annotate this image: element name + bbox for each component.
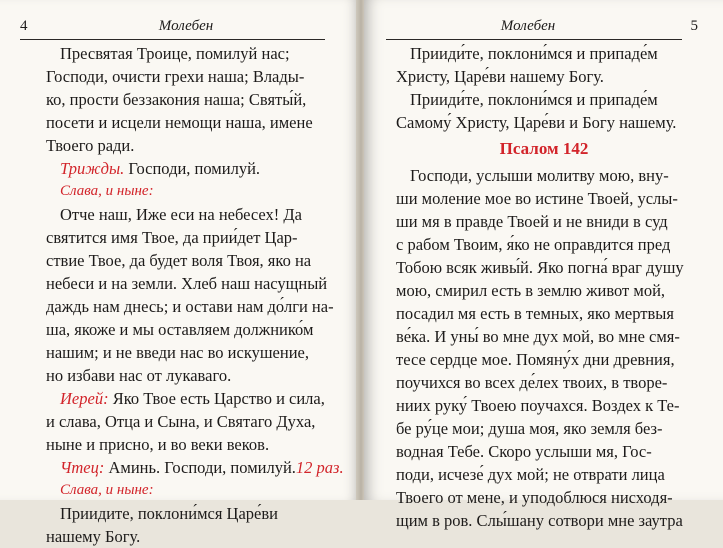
line-text: ши моление мое во истине Твоей, услы- xyxy=(396,189,678,208)
line-text: Господи, помилуй. xyxy=(128,159,261,178)
header-rule xyxy=(20,39,325,40)
text-line xyxy=(46,180,336,203)
line-text: и слава, Отца и Сына, и Святаго Духа, xyxy=(46,412,316,431)
text-line xyxy=(396,486,692,509)
left-page xyxy=(0,0,358,546)
line-text: ко, прости беззакония наша; Святы́й, xyxy=(46,90,307,109)
rubric-label: Чтец: xyxy=(60,458,105,477)
text-line xyxy=(396,187,692,210)
text-line xyxy=(46,410,336,433)
text-line xyxy=(396,325,692,348)
line-text: поучихся во всех де́лех твоих, в творе- xyxy=(396,373,668,392)
rubric-label: Слава, и ныне: xyxy=(60,482,154,498)
text-line xyxy=(46,157,336,180)
text-line xyxy=(396,88,692,111)
text-line xyxy=(46,88,336,111)
line-text: Тобою всяк живы́й. Яко погна́ враг душу xyxy=(396,258,684,277)
text-line xyxy=(46,387,336,410)
rubric-label: Слава, и ныне: xyxy=(60,183,154,199)
text-line xyxy=(46,42,336,65)
line-text: Яко Твое есть Царство и сила, xyxy=(112,389,325,408)
text-line xyxy=(396,417,692,440)
text-line xyxy=(396,210,692,233)
line-text: ве́ка. И уны́ во мне дух мой, во мне смя- xyxy=(396,327,680,346)
line-text: с рабом Твоим, я́ко не оправдится пред xyxy=(396,235,671,254)
line-text: посети и исцели немощи наша, имене xyxy=(46,113,313,132)
line-text: небеси и на земли. Хлеб наш насущный xyxy=(46,274,328,293)
text-line xyxy=(396,111,692,134)
line-text: святится имя Твое, да прии́дет Цар- xyxy=(46,228,298,247)
text-line xyxy=(396,256,692,279)
text-line xyxy=(46,318,336,341)
line-text: Господи, очисти грехи наша; Влады- xyxy=(46,67,305,86)
text-line xyxy=(46,134,336,157)
text-line xyxy=(46,65,336,88)
text-line xyxy=(396,509,692,532)
text-line xyxy=(396,279,692,302)
text-line xyxy=(46,364,336,387)
line-text: ныне и присно, и во веки веков. xyxy=(46,435,270,454)
line-text: даждь нам днесь; и остави нам до́лги на- xyxy=(46,297,334,316)
text-line xyxy=(46,111,336,134)
line-text: нашему Богу. xyxy=(46,527,141,546)
line-text: мою, смирил есть в землю живот мой, xyxy=(396,281,666,300)
line-text: ствие Твое, да будет воля Твоя, яко на xyxy=(46,251,312,270)
text-line xyxy=(46,272,336,295)
text-line xyxy=(46,479,336,502)
text-line xyxy=(396,394,692,417)
line-text: Твоего ради. xyxy=(46,136,135,155)
line-text: Аминь. Господи, помилуй. xyxy=(108,458,296,477)
text-line xyxy=(46,295,336,318)
text-line xyxy=(46,249,336,272)
right-page-header xyxy=(380,18,698,40)
running-title: Молебен xyxy=(500,18,556,34)
line-text: посадил мя есть в темных, яко мертвыя xyxy=(396,304,674,323)
header-rule xyxy=(386,39,682,40)
line-text: Пресвятая Троице, помилуй нас; xyxy=(60,44,290,63)
line-text: ши мя в правде Твоей и не вниди в суд xyxy=(396,212,668,231)
text-line xyxy=(46,502,336,525)
line-text: водная Тебе. Скоро услыши мя, Гос- xyxy=(396,442,652,461)
text-line xyxy=(396,463,692,486)
text-line xyxy=(46,226,336,249)
rubric-label: 12 раз. xyxy=(295,458,344,477)
page-number: 4 xyxy=(20,18,28,34)
line-text: Господи, услыши молитву мою, вну- xyxy=(410,166,669,185)
line-text: Христу, Царе́ви нашему Богу. xyxy=(396,67,604,86)
text-line xyxy=(46,203,336,226)
text-line xyxy=(396,371,692,394)
line-text: поди, исчезе́ дух мой; не отврати лица xyxy=(396,465,665,484)
line-text: Твоего от мене, и уподоблюся нисходя- xyxy=(396,488,673,507)
line-text: Прииди́те, поклони́мся и припаде́м xyxy=(410,90,658,109)
line-text: ша, якоже и мы оставляем должнико́м xyxy=(46,320,314,339)
text-line xyxy=(46,525,336,548)
line-text: Отче наш, Иже еси на небесех! Да xyxy=(60,205,302,224)
line-text: Самому́ Христу, Царе́ви и Богу нашему. xyxy=(396,113,677,132)
psalm-title: Псалом 142 xyxy=(499,139,589,158)
line-text: бе ру́це мои; душа моя, яко земля без- xyxy=(396,419,663,438)
line-text: ниих руку́ Твоею поучахся. Воздех к Те- xyxy=(396,396,680,415)
right-page xyxy=(364,0,723,530)
text-line xyxy=(396,42,692,65)
line-text: нашим; и не введи нас во искушение, xyxy=(46,343,309,362)
line-text: Прииди́те, поклони́мся и припаде́м xyxy=(410,44,658,63)
text-line xyxy=(46,433,336,456)
page-number: 5 xyxy=(690,18,698,34)
text-line xyxy=(46,456,344,479)
text-line xyxy=(396,302,692,325)
text-line xyxy=(396,348,692,371)
rubric-label: Иерей: xyxy=(60,389,109,408)
text-line xyxy=(396,233,692,256)
rubric-label: Трижды. xyxy=(60,159,125,178)
running-title: Молебен xyxy=(158,18,214,34)
left-page-header xyxy=(20,18,326,40)
line-text: щим в ров. Слы́шану сотвори мне заутра xyxy=(396,511,683,530)
line-text: Приидите, поклони́мся Царе́ви xyxy=(60,504,278,523)
line-text: но избави нас от лукаваго. xyxy=(46,366,232,385)
text-line xyxy=(396,440,692,463)
right-page-text xyxy=(396,42,692,532)
left-page-text xyxy=(46,42,344,548)
line-text: тесе сердце мое. Помяну́х дни древния, xyxy=(396,350,675,369)
text-line xyxy=(396,65,692,88)
text-line xyxy=(46,341,336,364)
text-line xyxy=(396,164,692,187)
